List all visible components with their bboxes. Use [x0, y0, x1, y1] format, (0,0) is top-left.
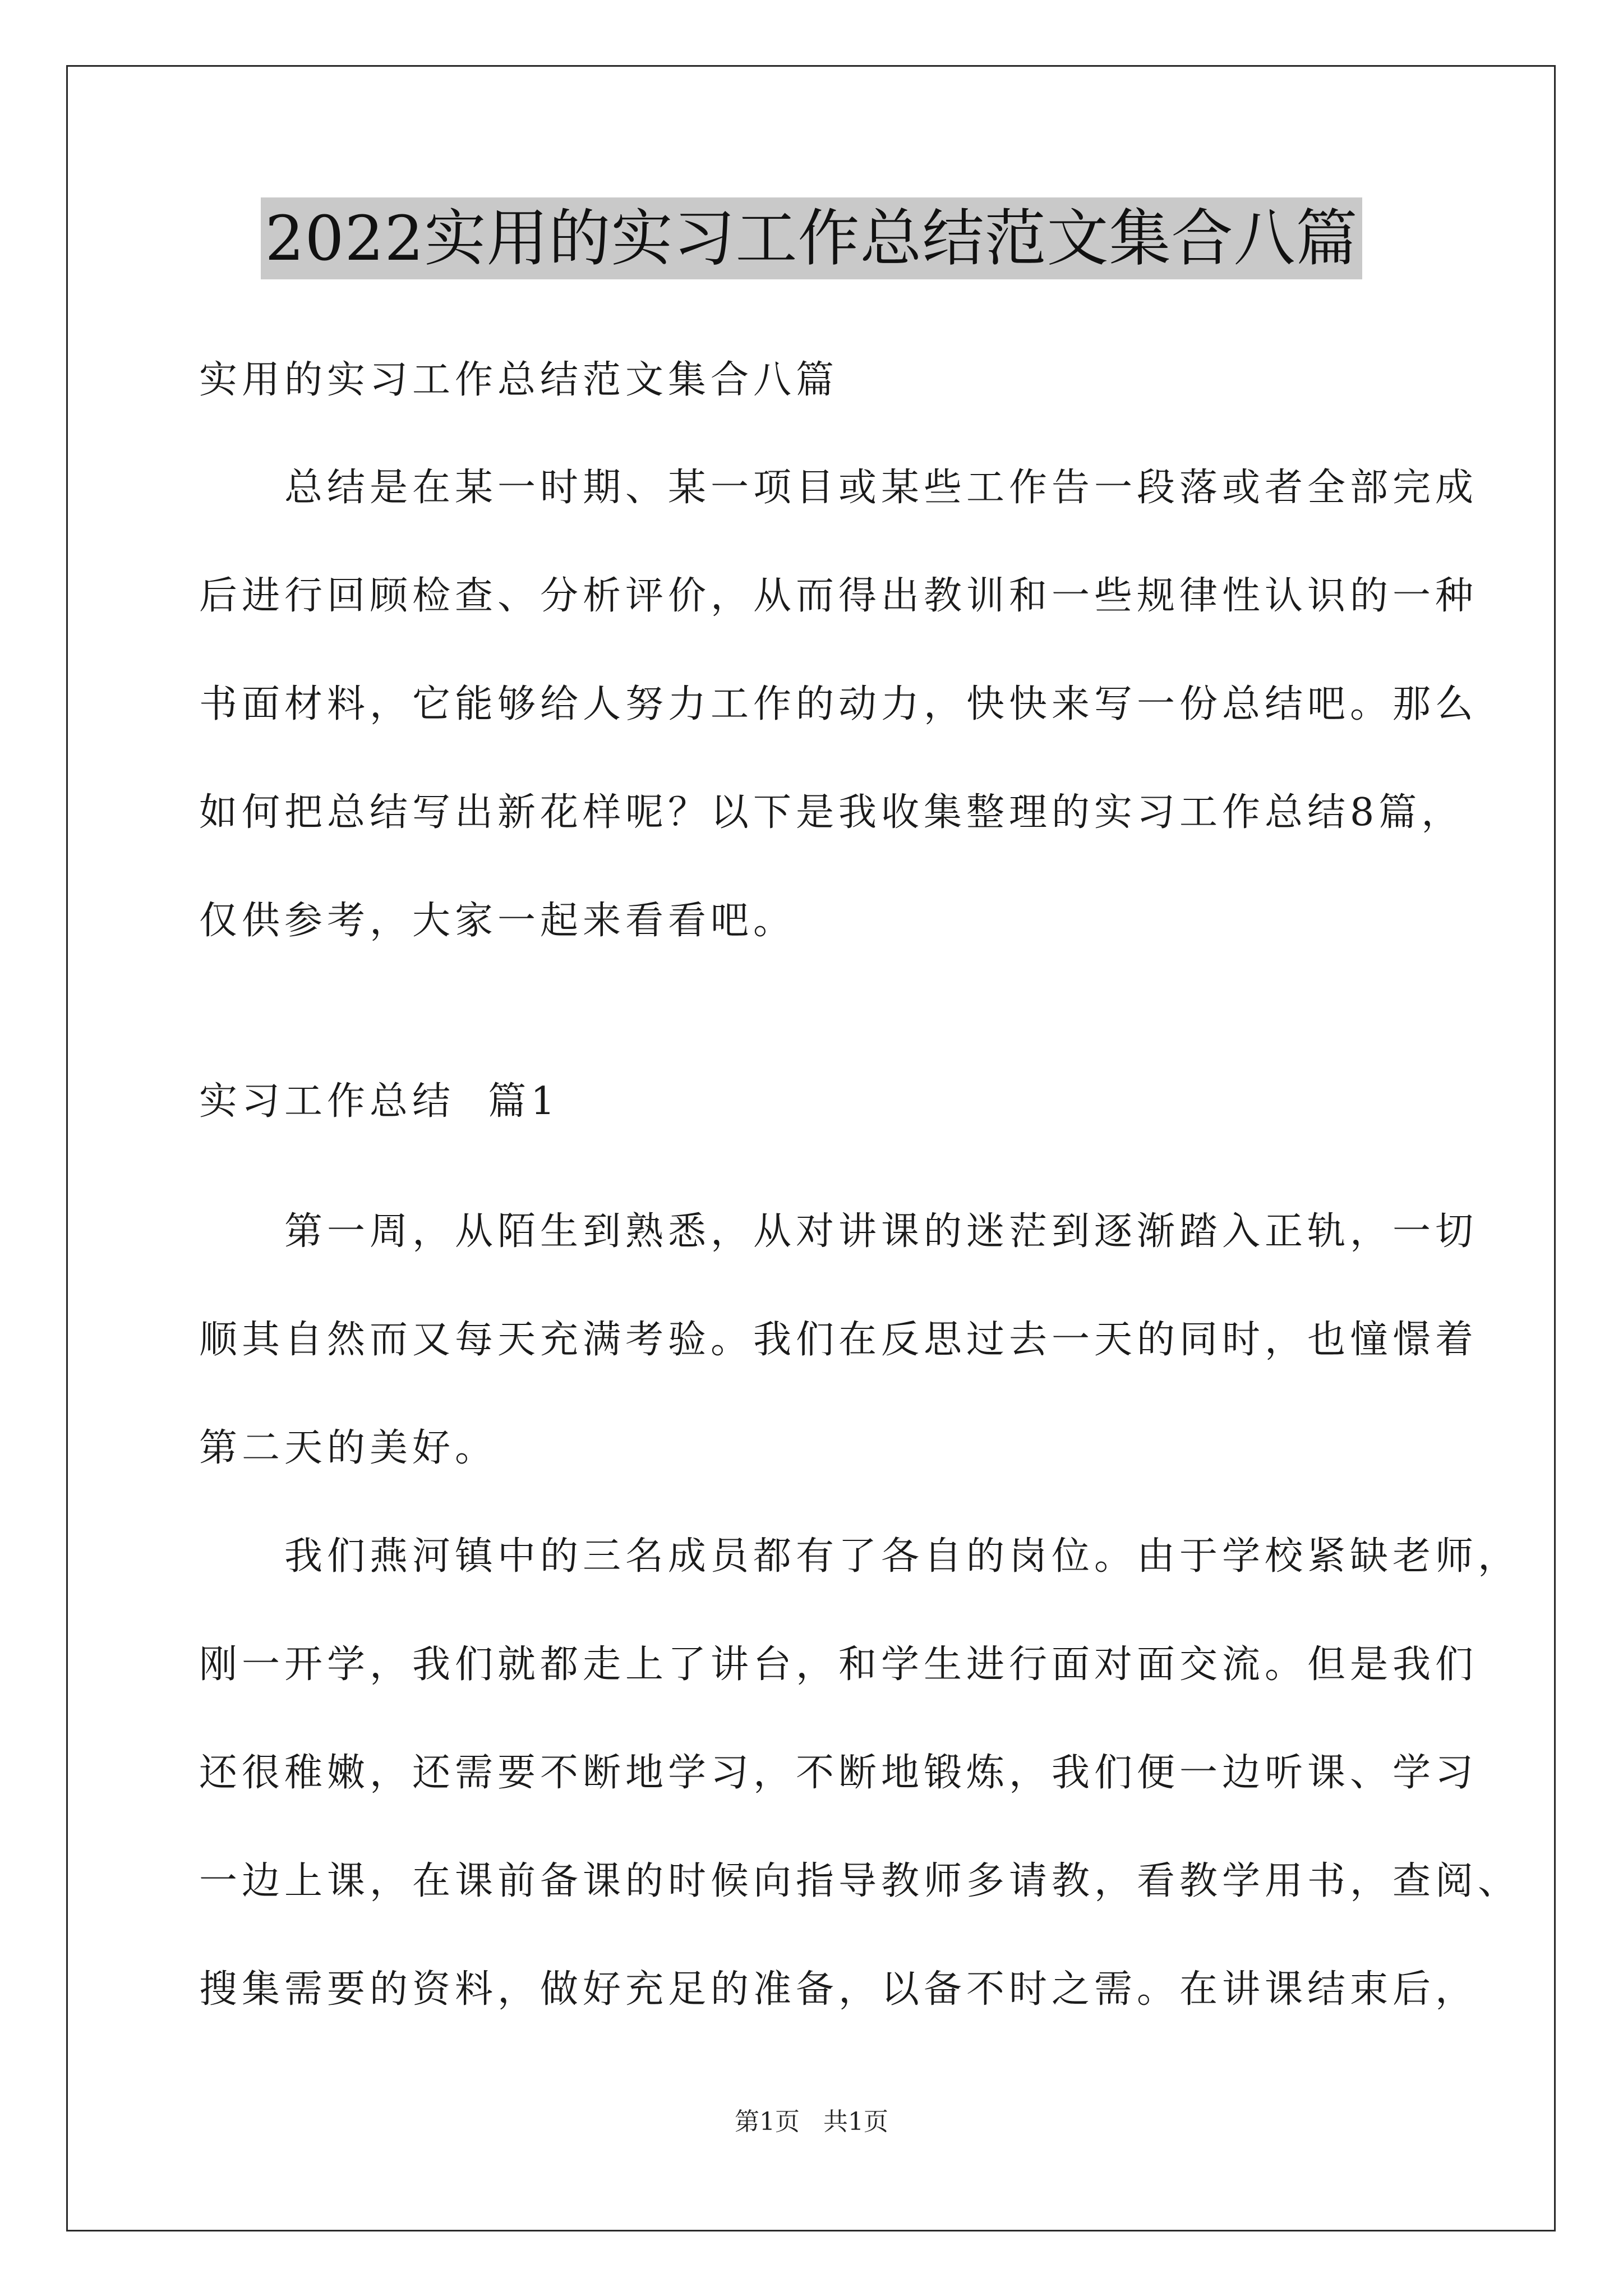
section-heading: 实习工作总结 篇1	[199, 1079, 560, 1124]
paragraph-line: 第二天的美好。	[199, 1426, 498, 1470]
intro-line: 后进行回顾检查、分析评价，从而得出教训和一些规律性认识的一种	[199, 574, 1478, 618]
intro-line: 如何把总结写出新花样呢？以下是我收集整理的实习工作总结8篇，	[199, 790, 1464, 835]
paragraph-line: 我们燕河镇中的三名成员都有了各自的岗位。由于学校紧缺老师，	[199, 1534, 1521, 1579]
paragraph-line: 一边上课，在课前备课的时候向指导教师多请教，看教学用书，查阅、	[199, 1859, 1521, 1903]
paragraph-line: 刚一开学，我们就都走上了讲台，和学生进行面对面交流。但是我们	[199, 1642, 1478, 1687]
intro-line: 总结是在某一时期、某一项目或某些工作告一段落或者全部完成	[199, 466, 1478, 510]
document-subtitle: 实用的实习工作总结范文集合八篇	[199, 358, 839, 402]
paragraph-line: 第一周，从陌生到熟悉，从对讲课的迷茫到逐渐踏入正轨，一切	[199, 1209, 1478, 1254]
paragraph-line: 还很稚嫩，还需要不断地学习，不断地锻炼，我们便一边听课、学习	[199, 1751, 1478, 1795]
document-title: 2022实用的实习工作总结范文集合八篇	[261, 197, 1363, 279]
page-footer: 第1页 共1页	[735, 2108, 888, 2136]
intro-line: 书面材料，它能够给人努力工作的动力，快快来写一份总结吧。那么	[199, 682, 1478, 726]
paragraph-line: 搜集需要的资料，做好充足的准备，以备不时之需。在讲课结束后，	[199, 1967, 1478, 2012]
intro-line: 仅供参考，大家一起来看看吧。	[199, 899, 796, 943]
title-container	[0, 197, 1623, 279]
paragraph-line: 顺其自然而又每天充满考验。我们在反思过去一天的同时，也憧憬着	[199, 1318, 1478, 1362]
